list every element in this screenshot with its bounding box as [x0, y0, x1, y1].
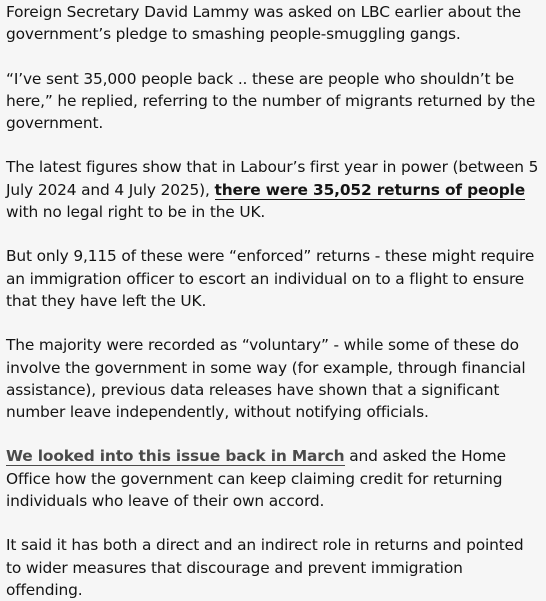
paragraph-text: The latest figures show that in Labour’s first year in power (between 5 July 2024 and 4 July 2025),: [6, 158, 539, 199]
march-article-link[interactable]: We looked into this issue back in March: [6, 447, 345, 466]
paragraph-lammy-quote: “I’ve sent 35,000 people back .. these are people who shouldn’t be here,” he replied, referring to the number of migrants returned by the government.: [6, 69, 536, 133]
paragraph-home-office-response: It said it has both a direct and an indirect role in returns and pointed to wider measures that discourage and prevent immigration offending.: [6, 536, 524, 599]
paragraph-enforced-returns: But only 9,115 of these were “enforced” returns - these might require an immigration officer to escort an individual on to a flight to ensure that they have left the UK.: [6, 247, 535, 310]
paragraph-home-office: [6, 445, 540, 512]
paragraph-text: and asked the Home Office how the government can keep claiming credit for returning individuals who leave of their own accord.: [6, 447, 506, 511]
paragraph-latest-figures: [6, 156, 540, 223]
paragraph-text: with no legal right to be in the UK.: [6, 203, 266, 222]
paragraph-voluntary-returns: The majority were recorded as “voluntary” - while some of these do involve the government in some way (for example, through financial assistance), previous data releases have shown that a significant number leave independently, without notifying officials.: [6, 336, 526, 422]
returns-figures-link[interactable]: there were 35,052 returns of people: [214, 180, 525, 199]
paragraph-lammy-lbc: Foreign Secretary David Lammy was asked on LBC earlier about the government’s pledge to smashing people-smuggling gangs.: [6, 3, 522, 44]
